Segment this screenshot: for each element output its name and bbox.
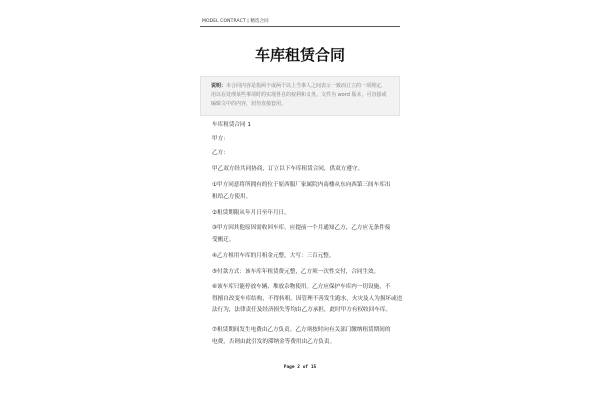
page-number: Page 2 of 15 [283, 365, 317, 370]
party-b-line: 乙方： [212, 150, 229, 156]
section-heading: 车库租赁合同 1 [212, 122, 251, 128]
notice-box [200, 76, 400, 116]
header-label: MODEL CONTRACT | 精选合同 [202, 19, 269, 24]
document-title: 车库租赁合同 [254, 46, 345, 64]
paragraph-intro: 甲乙双方经共同协商，订立以下车库租赁合同，供双方遵守。 [212, 166, 364, 172]
clause-5: ⑤付款方式：该车库年租赁费元整，乙方须一次性交付，合同生效。 [212, 269, 380, 275]
clause-7: ⑦租赁期间发生电费由乙方负责。乙方须按时向有关部门缴纳租赁期间的 电费，否则由此引发的滞纳金等费用由乙方负责。 [212, 327, 391, 345]
clause-6: ⑥该车库只能停放车辆、堆放杂物使用。乙方应保护车库内一切设施，不 得擅自改变车库结构，不得转租。因管理不善发生跑水，火灾及人为损坏或违 法行为，法律责任及经济损失等均由乙方承担，此时甲方有权收回车库。 [212, 284, 403, 313]
header-divider [200, 26, 400, 27]
clause-2: ②租赁期限从年月日至年月日。 [212, 210, 290, 216]
clause-4: ④乙方租用车库的月租金元整，大写：三百元整。 [212, 253, 335, 259]
notice-label: 说明： [211, 83, 227, 89]
clause-1: ①甲方同意将所拥有的位于原西服厂家属院内南楼从东向西第三间车库出 租给乙方使用。 [212, 182, 391, 200]
notice-text: 本合同内容是指两个或两个以上当事人之间表示一致而订立的一项规定，用以在处理某些事项时的实现各自的权利和义务。文件为 word 版本，可直接或编辑文中的内容，切勿直接套用。 [211, 83, 387, 107]
clause-3: ③甲方因其他原因需收回车库，应提前一个月通知乙方，乙方应无条件接 受搬迁。 [212, 225, 391, 243]
party-a-line: 甲方： [212, 136, 229, 142]
